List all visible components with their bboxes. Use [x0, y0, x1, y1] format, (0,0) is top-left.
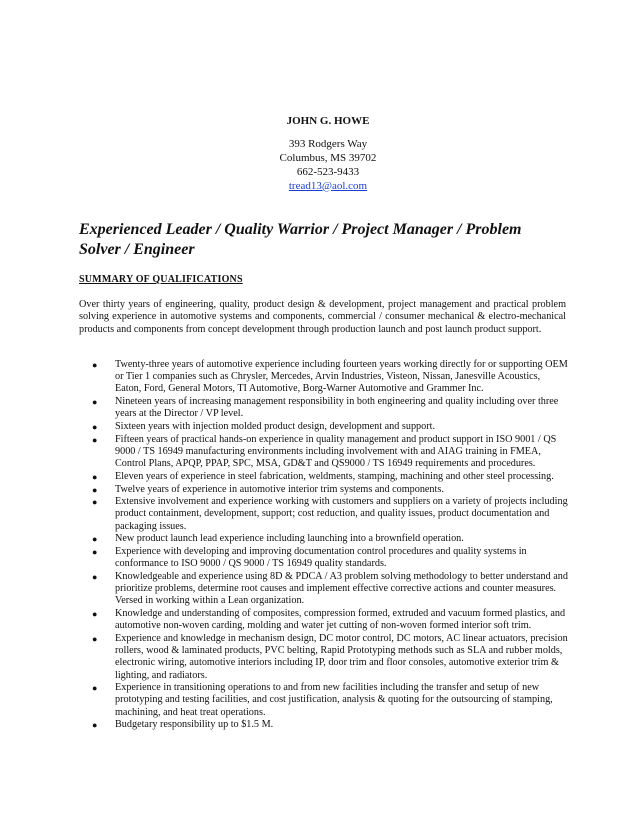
contact-header: [0, 114, 638, 193]
contact-block: [18, 137, 638, 193]
summary-paragraph: Over thirty years of engineering, quality, product design & development, project management and practical problem solving experience in automotive systems and components, commercial / consumer mechanical & electro-mechanical products and components from concept development through production launch and post launch product support.: [79, 299, 566, 335]
phone-number: 662-523-9433: [296, 165, 360, 178]
list-item: ● Sixteen years with injection molded product design, development and support.: [92, 421, 435, 433]
bullet-icon: ●: [92, 397, 98, 408]
list-item: ● Knowledgeable and experience using 8D & PDCA / A3 problem solving methodology to better understand and prioritize problems, determine root causes and implement effective corrective actions and counter measures. Versed in working within a Lean organization.: [92, 570, 568, 607]
list-item: ● New product launch lead experience including launching into a brownfield operation.: [92, 533, 464, 545]
qualifications-list: [79, 359, 569, 732]
headline: Experienced Leader / Quality Warrior / Project Manager / Problem Solver / Engineer: [79, 221, 522, 258]
list-item: ● Twenty-three years of automotive experience including fourteen years working directly for or supporting OEM or Tier 1 companies such as Chrysler, Mercedes, Arvin Industries, Visteon, Nissan, Janesville Acoustics, Eaton, Ford, General Motors, TI Automotive, Borg-Warner Automotive and Grammer Inc.: [92, 359, 568, 395]
list-item: ● Nineteen years of increasing management responsibility in both engineering and quality including over three years at the Director / VP level.: [92, 396, 559, 420]
email-link[interactable]: tread13@aol.com: [288, 179, 368, 192]
bullet-icon: ●: [92, 422, 98, 433]
list-item: ● Budgetary responsibility up to $1.5 M.: [92, 719, 274, 731]
list-item: ● Extensive involvement and experience working with customers and suppliers on a variety of projects including product containment, development, support; cost reduction, and quality issues, product documentation and packaging issues.: [92, 496, 568, 532]
list-item: ● Experience in transitioning operations to and from new facilities including the transfer and setup of new prototyping and testing facilities, and cost justification, analysis & quoting for the outsourcing of stamping, machining, and heat treat operations.: [92, 682, 553, 718]
summary-heading: SUMMARY OF QUALIFICATIONS: [79, 274, 243, 285]
bullet-icon: ●: [92, 683, 98, 694]
list-item: ● Eleven years of experience in steel fabrication, weldments, stamping, machining and other steel processing.: [92, 470, 554, 482]
bullet-icon: ●: [92, 609, 98, 620]
list-item: ● Experience and knowledge in mechanism design, DC motor control, DC motors, AC linear actuators, precision rollers, wood & laminated products, PVC belting, Rapid Prototyping methods such as SLA and rubber molds, electronic wiring, automotive interiors including IP, door trim and floor consoles, automotive exterior trim & lighting, and radiators.: [92, 632, 568, 681]
bullet-icon: ●: [92, 571, 98, 582]
bullet-icon: ●: [92, 534, 98, 545]
bullet-icon: ●: [92, 360, 98, 370]
list-item: ● Fifteen years of practical hands-on experience in quality management and product support in ISO 9001 / QS 9000 / TS 16949 manufacturing environments including involvement with and AIAG training in FMEA, Control Plans, APQP, PPAP, SPC, MSA, GD&T and QS9000 / TS 16949 requirements and procedures.: [92, 433, 557, 470]
list-item: ● Experience with developing and improving documentation control procedures and quality systems in conformance to ISO 9000 / QS 9000 / TS 16949 quality standards.: [92, 546, 527, 570]
list-item: ● Knowledge and understanding of composites, compression formed, extruded and vacuum formed plastics, and automotive non-woven carding, molding and water jet cutting of non-woven formed interior soft trim.: [92, 608, 566, 632]
bullet-icon: ●: [92, 720, 98, 731]
city-state-zip: Columbus, MS 39702: [279, 151, 377, 164]
bullet-icon: ●: [92, 547, 98, 558]
candidate-name: JOHN G. HOWE: [286, 115, 370, 127]
street-address: 393 Rodgers Way: [288, 137, 368, 150]
bullet-icon: ●: [92, 471, 98, 482]
list-item: ● Twelve years of experience in automotive interior trim systems and components.: [92, 483, 444, 495]
bullet-icon: ●: [92, 484, 98, 495]
bullet-icon: ●: [92, 434, 98, 445]
bullet-icon: ●: [92, 633, 98, 644]
bullet-icon: ●: [92, 497, 98, 508]
